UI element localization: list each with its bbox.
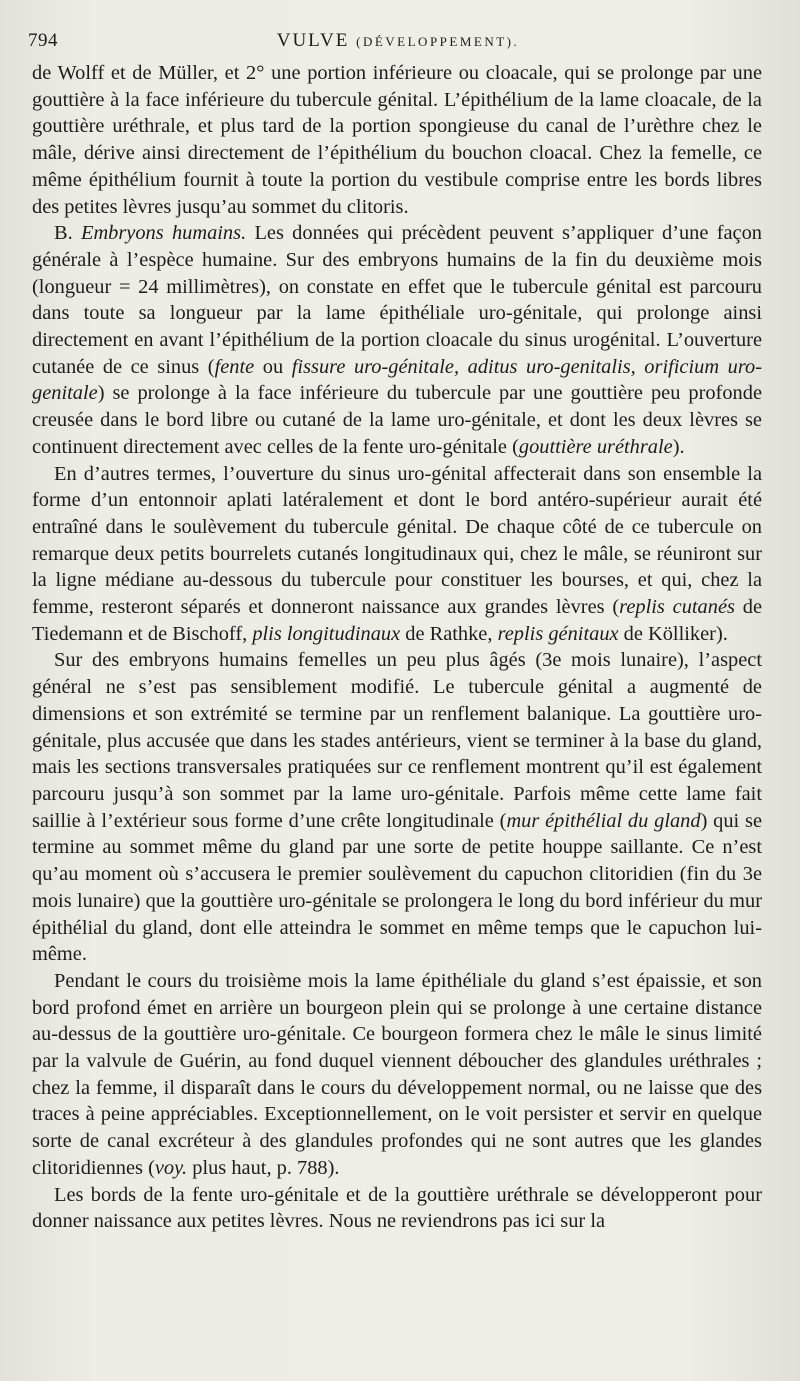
text-run: ) se prolonge à la face inférieure du tubercule par une gouttière peu profonde creusée dans le bord libre ou cutané de la lame uro-génitale, et dont les deux lèvres se continuent directement avec celles de la fente uro-génitale ( xyxy=(32,382,762,458)
text-run: B. xyxy=(54,222,81,245)
italic-text: Embryons humains. xyxy=(80,222,247,245)
italic-text: replis cutanés xyxy=(619,596,735,619)
running-title-sub: (DÉVELOPPEMENT). xyxy=(356,34,520,49)
paragraph xyxy=(32,461,762,648)
text-run: Pendant le cours du troisième mois la lame épithéliale du gland s’est épaissie, et son bord profond émet en arrière un bourgeon plein qui se prolonge à une certaine distance au-dessus de la gouttière uro-génitale. Ce bourgeon formera chez le mâle le sinus limité par la valvule de Guérin, au fond duquel viennent déboucher des glandules uréthrales ; chez la femme, il disparaît dans le cours du développement normal, ou ne laisse que des traces à peine appréciables. Exceptionnellement, on le voit persister et servir en quelque sorte de canal excréteur à des glandules profondes qui ne sont autres que les glandes clitoridiennes ( xyxy=(32,969,762,1179)
running-header xyxy=(28,30,768,60)
paragraph xyxy=(32,60,762,220)
text-run: Les données qui précèdent peuvent s’appliquer d’une façon générale à l’espèce humaine. Sur des embryons humains de la fin du deuxième mois (longueur = 24 millimètres), on constate en effet que le tubercule génital est parcouru dans toute sa longueur par la lame épithéliale uro-génitale, qui prolonge ainsi directement en avant l’épithélium de la portion cloacale du sinus urogénital. L’ouverture cutanée de ce sinus ( xyxy=(32,222,762,378)
text-run: En d’autres termes, l’ouverture du sinus uro-génital affecterait dans son ensemble la forme d’un entonnoir aplati latéralement et dont le bord antéro-supérieur aurait été entraîné dans le soulèvement du tubercule génital. De chaque côté de ce tubercule on remarque deux petits bourrelets cutanés longitudinaux qui, chez le mâle, se réuniront sur la ligne médiane au-dessous du tubercule pour constituer les bourses, et qui, chez la femme, resteront séparés et donneront naissance aux grandes lèvres ( xyxy=(32,462,762,619)
paragraph xyxy=(32,1182,762,1235)
text-run: de Kölliker). xyxy=(618,622,728,645)
text-run: plus haut, p. 788). xyxy=(187,1156,340,1179)
text-run: ). xyxy=(672,435,685,458)
text-run: ou xyxy=(254,355,292,378)
italic-text: gouttière uréthrale xyxy=(518,435,673,458)
text-run: Sur des embryons humains femelles un peu plus âgés (3e mois lunaire), l’aspect général ne s’est pas sensiblement modifié. Le tubercule génital a augmenté de dimensions et son extrémité se termine par un renflement balanique. La gouttière uro-génitale, plus accusée que dans les stades antérieurs, vient se terminer à la base du gland, mais les sections transversales pratiquées sur ce renflement montrent qu’il est également parcouru jusqu’à son sommet par la lame uro-génitale. Parfois même cette lame fait saillie à l’extérieur sous forme d’une crête longitudinale ( xyxy=(32,649,762,832)
paragraph xyxy=(32,968,762,1182)
italic-text: replis génitaux xyxy=(497,622,619,645)
paragraph xyxy=(32,220,762,460)
text-run: ) qui se termine au sommet même du gland par une sorte de petite houppe saillante. Ce n’est qu’au moment où s’accusera le premier soulèvement du capuchon clitoridien (fin du 3e mois lunaire) que la gouttière uro-génitale se prolongera le long du bord inférieur du mur épithélial du gland, dont elle atteindra le sommet en même temps que le capuchon lui-même. xyxy=(32,809,763,966)
italic-text: fente xyxy=(214,355,255,378)
page-number: 794 xyxy=(28,30,58,51)
italic-text: voy. xyxy=(154,1156,188,1179)
text-run: de Wolff et de Müller, et 2° une portion inférieure ou cloacale, qui se prolonge par une gouttière à la face inférieure du tubercule génital. L’épithélium de la lame cloacale, de la gouttière uréthrale, et plus tard de la portion spongieuse du canal de l’urèthre chez le mâle, dérive ainsi directement de l’épithélium du bouchon cloacal. Chez la femelle, ce même épithélium fournit à toute la portion du vestibule comprise entre les bords libres des petites lèvres jusqu’au sommet du clitoris. xyxy=(32,62,762,218)
text-run: Les bords de la fente uro-génitale et de la gouttière uréthrale se développeront pour donner naissance aux petites lèvres. Nous ne reviendrons pas ici sur la xyxy=(32,1183,762,1233)
body-text xyxy=(32,60,762,1235)
text-run: de Tiedemann et de Bischoff, xyxy=(32,596,763,645)
running-title-main: VULVE xyxy=(276,30,350,51)
text-run: de Rathke, xyxy=(400,622,498,645)
italic-text: mur épithélial du gland xyxy=(506,809,701,832)
running-title xyxy=(28,30,768,52)
italic-text: fissure uro-génitale, aditus uro-genitalis, orificium uro-genitale xyxy=(32,355,762,405)
paragraph xyxy=(32,647,762,967)
italic-text: plis longitudinaux xyxy=(252,622,401,645)
